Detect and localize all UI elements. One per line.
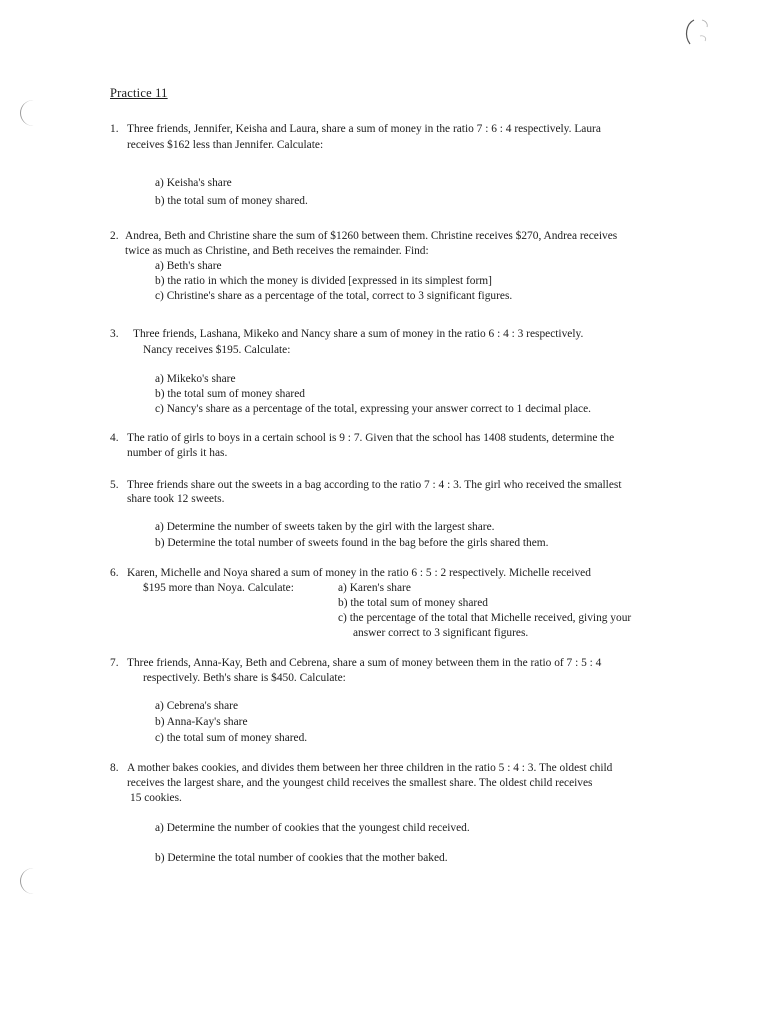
question-2-part-a: a) Beth's share [155, 260, 222, 272]
question-6-part-c: c) the percentage of the total that Michelle received, giving your [338, 612, 632, 624]
question-4-number: 4. [110, 432, 119, 444]
question-6-line-2: $195 more than Noya. Calculate: [143, 582, 294, 594]
question-8-part-a: a) Determine the number of cookies that the youngest child received. [155, 822, 470, 834]
question-6-line-1: Karen, Michelle and Noya shared a sum of money in the ratio 6 : 5 : 2 respectively. Michelle received [127, 567, 591, 579]
punch-hole-top [20, 100, 47, 126]
question-4-line-1: The ratio of girls to boys in a certain school is 9 : 7. Given that the school has 1408 students, determine the [127, 432, 615, 444]
question-5-number: 5. [110, 479, 119, 491]
question-1-part-b: b) the total sum of money shared. [155, 195, 308, 207]
question-1-line-1: Three friends, Jennifer, Keisha and Laura, share a sum of money in the ratio 7 : 6 : 4 respectively. Laura [127, 123, 601, 135]
question-5-line-2: share took 12 sweets. [127, 493, 225, 505]
question-8-line-3: 15 cookies. [130, 792, 182, 804]
question-2-part-c: c) Christine's share as a percentage of the total, correct to 3 significant figures. [155, 290, 513, 302]
question-7-part-c: c) the total sum of money shared. [155, 732, 308, 744]
question-7-part-a: a) Cebrena's share [155, 700, 239, 712]
question-8-number: 8. [110, 762, 119, 774]
question-1-part-a: a) Keisha's share [155, 177, 232, 189]
question-5-line-1: Three friends share out the sweets in a bag according to the ratio 7 : 4 : 3. The girl who received the smallest [127, 479, 622, 491]
question-7-number: 7. [110, 657, 119, 669]
question-8-line-2: receives the largest share, and the youngest child receives the smallest share. The oldest child receives [127, 777, 593, 789]
question-2-line-2: twice as much as Christine, and Beth receives the remainder. Find: [125, 245, 429, 257]
question-3-number: 3. [110, 328, 119, 340]
pen-scribble-mark [680, 14, 720, 54]
question-3-line-2: Nancy receives $195. Calculate: [143, 344, 291, 356]
question-7-line-1: Three friends, Anna-Kay, Beth and Cebrena, share a sum of money between them in the ratio of 7 : 5 : 4 [127, 657, 602, 669]
question-6-number: 6. [110, 567, 119, 579]
question-6-part-c-cont: answer correct to 3 significant figures. [353, 627, 529, 639]
question-7-part-b: b) Anna-Kay's share [155, 716, 248, 728]
question-6-part-a: a) Karen's share [338, 582, 411, 594]
question-3-line-1: Three friends, Lashana, Mikeko and Nancy share a sum of money in the ratio 6 : 4 : 3 respectively. [133, 328, 584, 340]
question-2-number: 2. [110, 230, 119, 242]
question-3-part-c: c) Nancy's share as a percentage of the total, expressing your answer correct to 1 decimal place. [155, 403, 591, 415]
question-1-number: 1. [110, 123, 119, 135]
page-title: Practice 11 [110, 86, 168, 100]
question-6-part-b: b) the total sum of money shared [338, 597, 488, 609]
question-2-part-b: b) the ratio in which the money is divided [expressed in its simplest form] [155, 275, 492, 287]
question-2-line-1: Andrea, Beth and Christine share the sum of $1260 between them. Christine receives $270, Andrea receives [125, 230, 618, 242]
question-3-part-a: a) Mikeko's share [155, 373, 236, 385]
question-1-line-2: receives $162 less than Jennifer. Calculate: [127, 139, 324, 151]
question-5-part-b: b) Determine the total number of sweets found in the bag before the girls shared them. [155, 537, 549, 549]
question-4-line-2: number of girls it has. [127, 447, 228, 459]
question-5-part-a: a) Determine the number of sweets taken by the girl with the largest share. [155, 521, 495, 533]
question-8-part-b: b) Determine the total number of cookies that the mother baked. [155, 852, 448, 864]
punch-hole-bottom [20, 868, 47, 894]
question-8-line-1: A mother bakes cookies, and divides them between her three children in the ratio 5 : 4 : 3. The oldest child [127, 762, 613, 774]
question-7-line-2: respectively. Beth's share is $450. Calculate: [143, 672, 346, 684]
question-3-part-b: b) the total sum of money shared [155, 388, 305, 400]
